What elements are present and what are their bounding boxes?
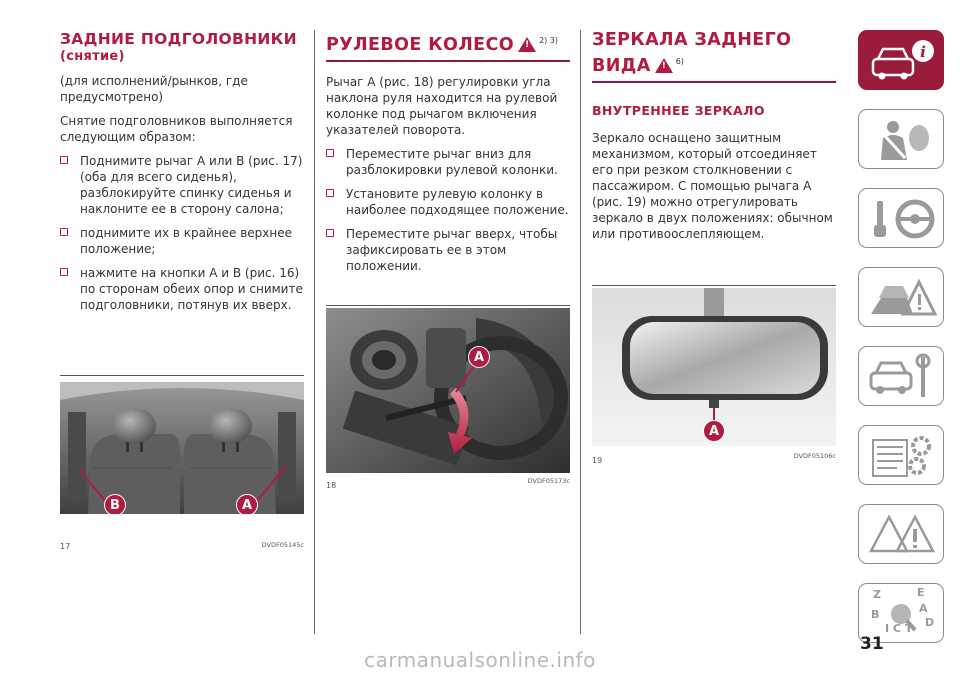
car-maintenance-icon (867, 353, 937, 401)
specs-gear-icon (867, 432, 937, 480)
section-subtitle: (снятие) (60, 49, 125, 64)
callout-label-a: A (236, 494, 258, 514)
steering-column-image (326, 308, 570, 473)
bullet-square-icon (60, 156, 68, 164)
index-letter: Z (873, 588, 881, 601)
interior-mirror-image (592, 288, 836, 446)
warning-crash-icon (867, 274, 937, 322)
paragraph: Снятие подголовников выполняется следующим образом: (60, 114, 293, 144)
bullet-list (60, 153, 304, 313)
rear-seat-illustration (60, 382, 304, 514)
note-references: 2) 3) (539, 36, 559, 45)
callout-label-b: B (104, 494, 126, 514)
bullet-square-icon (60, 268, 68, 276)
warning-triangle-icon (518, 37, 536, 52)
section-title: ЗАДНИЕ ПОДГОЛОВНИКИ (снятие) (60, 30, 304, 65)
figure-code: DVDF05106c (793, 452, 836, 460)
list-item: Переместите рычаг вниз для разблокировки рулевой колонки. (326, 146, 570, 178)
column-divider-1 (314, 30, 315, 634)
index-letter: D (925, 616, 935, 629)
bullet-list (326, 146, 570, 274)
seatbelt-airbag-icon (867, 116, 937, 164)
car-info-icon (867, 37, 937, 85)
tab-maintenance[interactable] (858, 346, 944, 406)
figure-code: DVDF05145c (261, 541, 304, 549)
list-item: Поднимите рычаг A или B (рис. 17) (оба для всего сиденья), разблокируйте спинку сиденья и наклоните ее в сторону салона; (60, 153, 304, 217)
paragraph: Рычаг A (рис. 18) регулировки угла наклона руля находится на рулевой колонке под рычагом включения указателей поворота. (326, 74, 558, 137)
figure-19 (592, 285, 836, 465)
index-letter: A (919, 602, 928, 615)
chapter-sidebar (858, 30, 944, 662)
figure-number: 18 (326, 481, 337, 490)
index-letter: I (885, 622, 890, 635)
column-divider-2 (580, 30, 581, 634)
figure-number: 19 (592, 456, 603, 465)
list-item: Установите рулевую колонку в наиболее подходящее положение. (326, 186, 570, 218)
figure-code: DVDF05173c (527, 477, 570, 485)
callout-label-a: A (468, 346, 490, 368)
bullet-square-icon (60, 228, 68, 236)
steering-lever-illustration (326, 308, 570, 473)
bullet-square-icon (326, 189, 334, 197)
section-rearview-mirrors (592, 30, 836, 242)
page-number: 31 (860, 634, 884, 654)
figure-18 (326, 305, 570, 490)
rear-headrests-image (60, 382, 304, 514)
tab-technical-data[interactable] (858, 425, 944, 485)
svg-text:i: i (920, 43, 926, 61)
list-item: Переместите рычаг вверх, чтобы зафиксировать ее в этом положении. (326, 226, 570, 274)
section-title: ЗЕРКАЛА ЗАДНЕГО ВИДА! $^{6)}$ (592, 30, 836, 83)
note-references: 6) (675, 57, 684, 66)
index-letter: T (905, 622, 913, 635)
warning-triangle-icon (867, 511, 937, 559)
list-item: нажмите на кнопки A и B (рис. 16) по сторонам обеих опор и снимите подголовники, потянув их вверх. (60, 265, 304, 313)
tab-car-info[interactable] (858, 30, 944, 90)
tab-warnings[interactable] (858, 504, 944, 564)
tab-safety[interactable] (858, 109, 944, 169)
subsection-title: ВНУТРЕННЕЕ ЗЕРКАЛО (592, 102, 765, 118)
section-steering-wheel (326, 30, 570, 282)
paragraph: (для исполнений/рынков, где предусмотрено) (60, 74, 248, 104)
tab-emergency[interactable] (858, 267, 944, 327)
paragraph: Зеркало оснащено защитным механизмом, который отсоединяет его при резком столкновении с пассажиром. С помощью рычага A (рис. 19) можно отрегулировать зеркало в двух положениях: обычном или противоослепляющем. (592, 130, 833, 241)
callout-label-a: A (703, 420, 725, 442)
key-steering-icon (867, 195, 937, 243)
figure-number: 17 (60, 542, 71, 551)
tab-starting-driving[interactable] (858, 188, 944, 248)
index-letter: C (893, 622, 902, 635)
list-item: поднимите их в крайнее верхнее положение; (60, 225, 304, 257)
watermark: carmanualsonline.info (364, 648, 596, 672)
section-rear-headrests (60, 30, 304, 321)
figure-17 (60, 375, 304, 550)
index-letter: B (871, 608, 880, 621)
index-letter: E (917, 586, 925, 599)
bullet-square-icon (326, 149, 334, 157)
warning-triangle-icon (655, 58, 673, 73)
bullet-square-icon (326, 229, 334, 237)
section-title: РУЛЕВОЕ КОЛЕСО! $^{2) 3)}$ (326, 30, 570, 62)
